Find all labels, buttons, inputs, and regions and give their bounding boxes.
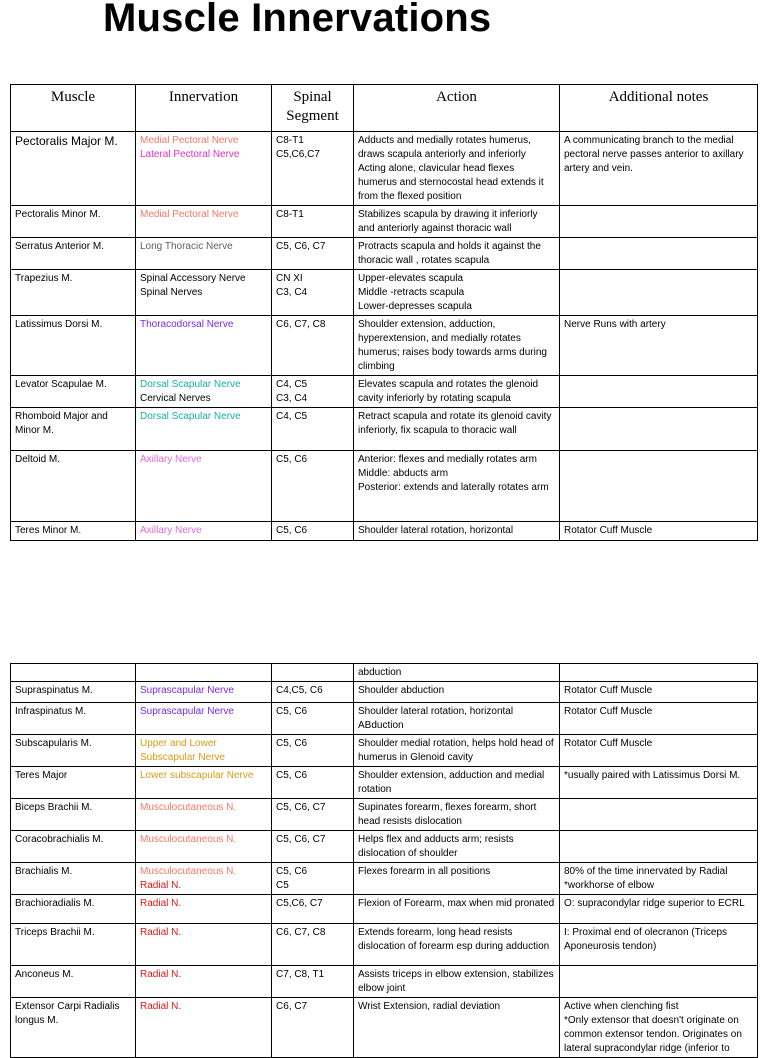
- spinal-segment-text: C5, C6, C7: [276, 802, 326, 813]
- muscle-text: Serratus Anterior M.: [15, 241, 104, 252]
- table-row: [11, 270, 758, 316]
- table-row: [11, 703, 758, 735]
- notes-text: Active when clenching fist *Only extensor that doesn't originate on common extensor tendon. Originates on lateral supracondylar ridge (inferior to: [564, 1001, 742, 1054]
- table-row: [11, 682, 758, 703]
- action-cell: [354, 408, 560, 451]
- innervation-cell: [136, 998, 272, 1058]
- spinal-segment-cell: [272, 408, 354, 451]
- muscle-cell: [11, 998, 136, 1058]
- muscle-cell: [11, 316, 136, 376]
- header-innervation: Innervation: [136, 85, 272, 132]
- nerve-label: Musculocutaneous N.: [140, 802, 237, 813]
- nerve-label: Musculocutaneous N.: [140, 834, 237, 845]
- innervation-cell: [136, 664, 272, 682]
- notes-cell: [560, 863, 758, 895]
- innervation-cell: [136, 703, 272, 735]
- notes-cell: [560, 682, 758, 703]
- spinal-segment-cell: [272, 895, 354, 924]
- muscle-text: Rhomboid Major and Minor M.: [15, 411, 108, 436]
- nerve-label: Dorsal Scapular Nerve: [140, 411, 241, 422]
- innervation-cell: [136, 799, 272, 831]
- action-cell: [354, 238, 560, 270]
- notes-cell: [560, 522, 758, 541]
- nerve-label: Thoracodorsal Nerve: [140, 319, 234, 330]
- spinal-segment-cell: [272, 206, 354, 238]
- spinal-segment-text: C6, C7: [276, 1001, 308, 1012]
- notes-cell: [560, 735, 758, 767]
- nerve-label: Upper and Lower Subscapular Nerve: [140, 738, 226, 763]
- innervation-cell: [136, 682, 272, 703]
- spinal-segment-text: C7, C8, T1: [276, 969, 325, 980]
- muscle-cell: [11, 238, 136, 270]
- spinal-segment-text: C8-T1 C5,C6,C7: [276, 135, 320, 160]
- nerve-label: Axillary Nerve: [140, 454, 202, 465]
- spinal-segment-text: C5, C6: [276, 525, 308, 536]
- muscle-text: Supraspinatus M.: [15, 685, 93, 696]
- spinal-segment-text: C5, C6 C5: [276, 866, 308, 891]
- table-row: [11, 735, 758, 767]
- muscle-cell: [11, 132, 136, 206]
- action-text: Anterior: flexes and medially rotates arm Middle: abducts arm Posterior: extends and laterally rotates arm: [358, 454, 549, 493]
- spinal-segment-cell: [272, 998, 354, 1058]
- spinal-segment-text: C8-T1: [276, 209, 304, 220]
- muscle-text: Teres Major: [15, 770, 68, 781]
- muscle-text: Deltoid M.: [15, 454, 61, 465]
- spinal-segment-cell: [272, 767, 354, 799]
- action-text: Helps flex and adducts arm; resists dislocation of shoulder: [358, 834, 514, 859]
- muscle-text: Biceps Brachii M.: [15, 802, 93, 813]
- spinal-segment-cell: [272, 966, 354, 998]
- action-cell: [354, 270, 560, 316]
- nerve-label: Radial N.: [140, 1001, 182, 1012]
- nerve-label: Medial Pectoral Nerve: [140, 135, 239, 146]
- action-cell: [354, 522, 560, 541]
- notes-text: *usually paired with Latissimus Dorsi M.: [564, 770, 741, 781]
- nerve-label: Lateral Pectoral Nerve: [140, 149, 240, 160]
- notes-cell: [560, 132, 758, 206]
- innervation-cell: [136, 767, 272, 799]
- spinal-segment-cell: [272, 451, 354, 522]
- notes-cell: [560, 238, 758, 270]
- action-text: Adducts and medially rotates humerus, draws scapula anteriorly and inferiorly Acting alone, clavicular head flexes humerus and sternocostal head extends it from the flexed position: [358, 135, 544, 202]
- table-row: [11, 998, 758, 1058]
- innervation-cell: [136, 132, 272, 206]
- spinal-segment-text: C5, C6: [276, 454, 308, 465]
- header-muscle: Muscle: [11, 85, 136, 132]
- spinal-segment-cell: [272, 799, 354, 831]
- innervation-cell: [136, 966, 272, 998]
- action-cell: [354, 316, 560, 376]
- action-text: Assists triceps in elbow extension, stabilizes elbow joint: [358, 969, 554, 994]
- spinal-segment-text: CN XI C3, C4: [276, 273, 308, 298]
- notes-cell: [560, 799, 758, 831]
- muscle-cell: [11, 966, 136, 998]
- table-row: [11, 863, 758, 895]
- innervation-cell: [136, 924, 272, 966]
- innervation-cell: [136, 238, 272, 270]
- action-text: Shoulder extension, adduction and medial rotation: [358, 770, 545, 795]
- spinal-segment-cell: [272, 863, 354, 895]
- muscle-text: Subscapularis M.: [15, 738, 92, 749]
- spinal-segment-cell: [272, 238, 354, 270]
- action-text: Wrist Extension, radial deviation: [358, 1001, 501, 1012]
- muscle-text: Infraspinatus M.: [15, 706, 87, 717]
- notes-cell: [560, 664, 758, 682]
- spinal-segment-cell: [272, 703, 354, 735]
- action-cell: [354, 451, 560, 522]
- action-cell: [354, 767, 560, 799]
- nerve-label: Radial N.: [140, 969, 182, 980]
- muscle-text: Triceps Brachii M.: [15, 927, 95, 938]
- notes-text: 80% of the time innervated by Radial *workhorse of elbow: [564, 866, 728, 891]
- spinal-segment-text: C5, C6, C7: [276, 834, 326, 845]
- spinal-segment-cell: [272, 831, 354, 863]
- muscle-cell: [11, 206, 136, 238]
- muscle-text: Pectoralis Major M.: [15, 134, 118, 148]
- muscle-cell: [11, 376, 136, 408]
- table-header-row: [11, 85, 758, 132]
- notes-cell: [560, 316, 758, 376]
- innervation-cell: [136, 522, 272, 541]
- nerve-label: Spinal Nerves: [140, 287, 203, 298]
- spinal-segment-text: C4, C5: [276, 411, 308, 422]
- muscle-text: Levator Scapulae M.: [15, 379, 107, 390]
- notes-cell: [560, 895, 758, 924]
- notes-cell: [560, 703, 758, 735]
- spinal-segment-cell: [272, 522, 354, 541]
- table-row: [11, 895, 758, 924]
- action-cell: [354, 966, 560, 998]
- action-text: Shoulder lateral rotation, horizontal ABduction: [358, 706, 514, 731]
- notes-cell: [560, 451, 758, 522]
- action-text: Protracts scapula and holds it against the thoracic wall , rotates scapula: [358, 241, 541, 266]
- spinal-segment-text: C5,C6, C7: [276, 898, 323, 909]
- action-cell: [354, 863, 560, 895]
- action-text: abduction: [358, 667, 402, 678]
- notes-text: Rotator Cuff Muscle: [564, 706, 653, 717]
- nerve-label: Musculocutaneous N.: [140, 866, 237, 877]
- innervation-cell: [136, 863, 272, 895]
- spinal-segment-cell: [272, 682, 354, 703]
- muscle-cell: [11, 664, 136, 682]
- spinal-segment-text: C5, C6, C7: [276, 241, 326, 252]
- spinal-segment-cell: [272, 664, 354, 682]
- action-cell: [354, 831, 560, 863]
- spinal-segment-cell: [272, 270, 354, 316]
- action-cell: [354, 924, 560, 966]
- muscle-text: Anconeus M.: [15, 969, 74, 980]
- action-text: Elevates scapula and rotates the glenoid cavity inferiorly by rotating scapula: [358, 379, 539, 404]
- table-row: [11, 451, 758, 522]
- table-row: [11, 966, 758, 998]
- header-spinal-segment: Spinal Segment: [272, 85, 354, 132]
- notes-cell: [560, 408, 758, 451]
- action-text: Shoulder lateral rotation, horizontal: [358, 525, 514, 536]
- innervation-table-1: [10, 84, 758, 541]
- action-text: Stabilizes scapula by drawing it inferiorly and anteriorly against thoracic wall: [358, 209, 538, 234]
- muscle-cell: [11, 522, 136, 541]
- nerve-label: Medial Pectoral Nerve: [140, 209, 239, 220]
- notes-cell: [560, 966, 758, 998]
- spinal-segment-text: C4,C5, C6: [276, 685, 323, 696]
- action-text: Supinates forearm, flexes forearm, short head resists dislocation: [358, 802, 537, 827]
- page-title: Muscle Innervations: [103, 0, 492, 40]
- muscle-cell: [11, 703, 136, 735]
- notes-text: Rotator Cuff Muscle: [564, 525, 653, 536]
- table-row: [11, 831, 758, 863]
- innervation-cell: [136, 376, 272, 408]
- nerve-label: Radial N.: [140, 927, 182, 938]
- spinal-segment-cell: [272, 132, 354, 206]
- innervation-cell: [136, 316, 272, 376]
- notes-cell: [560, 767, 758, 799]
- nerve-label: Long Thoracic Nerve: [140, 241, 233, 252]
- action-text: Flexion of Forearm, max when mid pronated: [358, 898, 555, 909]
- spinal-segment-text: C4, C5 C3, C4: [276, 379, 308, 404]
- action-cell: [354, 376, 560, 408]
- nerve-label: Lower subscapular Nerve: [140, 770, 254, 781]
- muscle-cell: [11, 767, 136, 799]
- nerve-label: Spinal Accessory Nerve: [140, 273, 246, 284]
- muscle-cell: [11, 924, 136, 966]
- action-text: Shoulder medial rotation, helps hold head of humerus in Glenoid cavity: [358, 738, 554, 763]
- action-cell: [354, 735, 560, 767]
- spinal-segment-cell: [272, 316, 354, 376]
- table-row: [11, 799, 758, 831]
- header-action: Action: [354, 85, 560, 132]
- table-row: [11, 664, 758, 682]
- action-cell: [354, 664, 560, 682]
- muscle-cell: [11, 863, 136, 895]
- innervation-table-2: [10, 663, 758, 1058]
- notes-cell: [560, 998, 758, 1058]
- action-text: Retract scapula and rotate its glenoid cavity inferiorly, fix scapula to thoracic wall: [358, 411, 552, 436]
- action-cell: [354, 132, 560, 206]
- table-row: [11, 238, 758, 270]
- table-row: [11, 522, 758, 541]
- muscle-cell: [11, 682, 136, 703]
- table-row: [11, 408, 758, 451]
- spinal-segment-text: C6, C7, C8: [276, 927, 326, 938]
- nerve-label: Cervical Nerves: [140, 393, 211, 404]
- notes-cell: [560, 924, 758, 966]
- action-cell: [354, 206, 560, 238]
- innervation-cell: [136, 408, 272, 451]
- muscle-cell: [11, 270, 136, 316]
- spinal-segment-cell: [272, 376, 354, 408]
- nerve-label: Dorsal Scapular Nerve: [140, 379, 241, 390]
- muscle-text: Teres Minor M.: [15, 525, 82, 536]
- muscle-text: Trapezius M.: [15, 273, 73, 284]
- notes-text: O: supracondylar ridge superior to ECRL: [564, 898, 745, 909]
- muscle-text: Brachioradialis M.: [15, 898, 95, 909]
- table-row: [11, 767, 758, 799]
- action-cell: [354, 998, 560, 1058]
- action-cell: [354, 895, 560, 924]
- table-row: [11, 132, 758, 206]
- innervation-cell: [136, 831, 272, 863]
- notes-cell: [560, 270, 758, 316]
- muscle-cell: [11, 831, 136, 863]
- innervation-cell: [136, 206, 272, 238]
- action-cell: [354, 682, 560, 703]
- nerve-label: Suprascapular Nerve: [140, 706, 234, 717]
- table-row: [11, 206, 758, 238]
- muscle-cell: [11, 451, 136, 522]
- action-text: Shoulder abduction: [358, 685, 445, 696]
- muscle-cell: [11, 799, 136, 831]
- notes-text: I: Proximal end of olecranon (Triceps Aponeurosis tendon): [564, 927, 728, 952]
- muscle-cell: [11, 895, 136, 924]
- innervation-cell: [136, 451, 272, 522]
- muscle-cell: [11, 735, 136, 767]
- notes-text: Rotator Cuff Muscle: [564, 685, 653, 696]
- muscle-text: Coracobrachialis M.: [15, 834, 104, 845]
- table-row: [11, 924, 758, 966]
- muscle-cell: [11, 408, 136, 451]
- innervation-cell: [136, 270, 272, 316]
- muscle-text: Pectoralis Minor M.: [15, 209, 101, 220]
- table-row: [11, 316, 758, 376]
- nerve-label: Axillary Nerve: [140, 525, 202, 536]
- notes-cell: [560, 206, 758, 238]
- notes-cell: [560, 831, 758, 863]
- notes-text: A communicating branch to the medial pectoral nerve passes anterior to axillary artery and vein.: [564, 135, 744, 174]
- muscle-text: Latissimus Dorsi M.: [15, 319, 103, 330]
- muscle-text: Brachialis M.: [15, 866, 73, 877]
- nerve-label: Suprascapular Nerve: [140, 685, 234, 696]
- action-text: Extends forearm, long head resists dislocation of forearm esp during adduction: [358, 927, 550, 952]
- spinal-segment-cell: [272, 735, 354, 767]
- nerve-label: Radial N.: [140, 880, 182, 891]
- header-additional-notes: Additional notes: [560, 85, 758, 132]
- notes-cell: [560, 376, 758, 408]
- notes-text: Nerve Runs with artery: [564, 319, 666, 330]
- spinal-segment-text: C6, C7, C8: [276, 319, 326, 330]
- innervation-cell: [136, 735, 272, 767]
- muscle-text: Extensor Carpi Radialis longus M.: [15, 1001, 120, 1026]
- spinal-segment-text: C5, C6: [276, 706, 308, 717]
- innervation-cell: [136, 895, 272, 924]
- action-text: Upper-elevates scapula Middle -retracts scapula Lower-depresses scapula: [358, 273, 472, 312]
- table-row: [11, 376, 758, 408]
- spinal-segment-cell: [272, 924, 354, 966]
- notes-text: Rotator Cuff Muscle: [564, 738, 653, 749]
- spinal-segment-text: C5, C6: [276, 770, 308, 781]
- action-text: Shoulder extension, adduction, hyperextension, and medially rotates humerus; raises body towards arms during climbing: [358, 319, 547, 372]
- nerve-label: Radial N.: [140, 898, 182, 909]
- action-cell: [354, 703, 560, 735]
- spinal-segment-text: C5, C6: [276, 738, 308, 749]
- action-cell: [354, 799, 560, 831]
- action-text: Flexes forearm in all positions: [358, 866, 491, 877]
